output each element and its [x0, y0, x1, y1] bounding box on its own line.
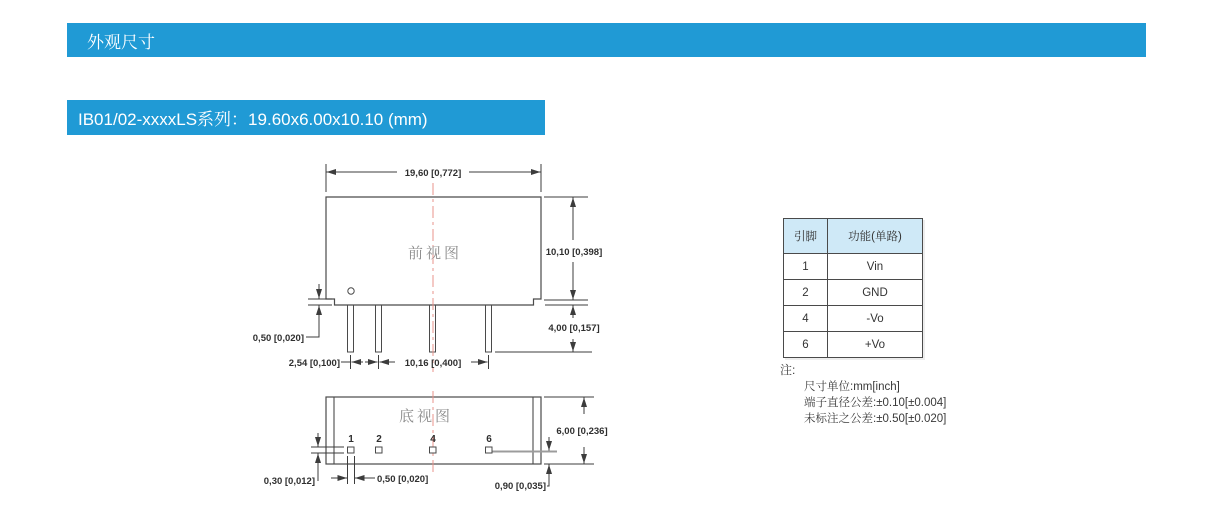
bottom-view	[264, 391, 608, 492]
table-row	[784, 306, 923, 332]
notes-label: 注:	[780, 363, 796, 377]
pin-number-1: 1	[348, 434, 354, 445]
notes-list	[804, 379, 946, 427]
pin-function-table	[783, 218, 923, 358]
dim-pin-width-label: 0,50 [0,020]	[377, 474, 429, 485]
pin-number-2: 2	[376, 434, 382, 445]
dim-standoff-label: 0,50 [0,020]	[252, 333, 304, 344]
dim-pitch-lines	[341, 355, 379, 369]
dim-pin-length-label: 4,00 [0,157]	[548, 323, 600, 334]
dim-height-label: 10,10 [0,398]	[545, 247, 603, 258]
table-row	[784, 332, 923, 358]
pin-column-header: 引脚	[784, 219, 828, 254]
dim-pin-edge-label: 0,90 [0,035]	[494, 481, 546, 492]
pin-number-4: 4	[430, 434, 436, 445]
front-view	[253, 164, 602, 372]
dim-depth-label: 6,00 [0,236]	[556, 426, 608, 437]
function-cell: Vin	[828, 254, 923, 280]
note-line: 端子直径公差:±0.10[±0.004]	[804, 397, 947, 409]
front-view-label: 前视图	[407, 245, 463, 262]
dim-width-label: 19,60 [0,772]	[404, 168, 462, 179]
table-row	[784, 280, 923, 306]
pin-cell: 2	[784, 280, 828, 306]
note-line: 尺寸单位:mm[inch]	[804, 381, 900, 393]
dim-pin-thickness-label: 0,30 [0,012]	[263, 476, 315, 487]
section-title: 外观尺寸	[87, 32, 155, 52]
function-cell: +Vo	[828, 332, 923, 358]
front-pins	[348, 305, 492, 352]
dim-pitch-label: 2,54 [0,100]	[288, 358, 340, 369]
notes-block	[780, 362, 946, 427]
pin-number-6: 6	[486, 434, 492, 445]
pin-cell: 1	[784, 254, 828, 280]
bottom-view-label: 底视图	[398, 408, 454, 425]
pin-cell: 4	[784, 306, 828, 332]
table-header-row	[784, 219, 923, 254]
function-column-header: 功能(单路)	[828, 219, 923, 254]
dim-pin-edge-lines	[547, 437, 549, 486]
pin-cell: 6	[784, 332, 828, 358]
note-line: 未标注之公差:±0.50[±0.020]	[804, 413, 947, 425]
function-cell: GND	[828, 280, 923, 306]
function-cell: -Vo	[828, 306, 923, 332]
series-title: IB01/02-xxxxLS系列：19.60x6.00x10.10 (mm)	[78, 110, 428, 129]
dim-span-label: 10,16 [0,400]	[404, 358, 462, 369]
table-row	[784, 254, 923, 280]
